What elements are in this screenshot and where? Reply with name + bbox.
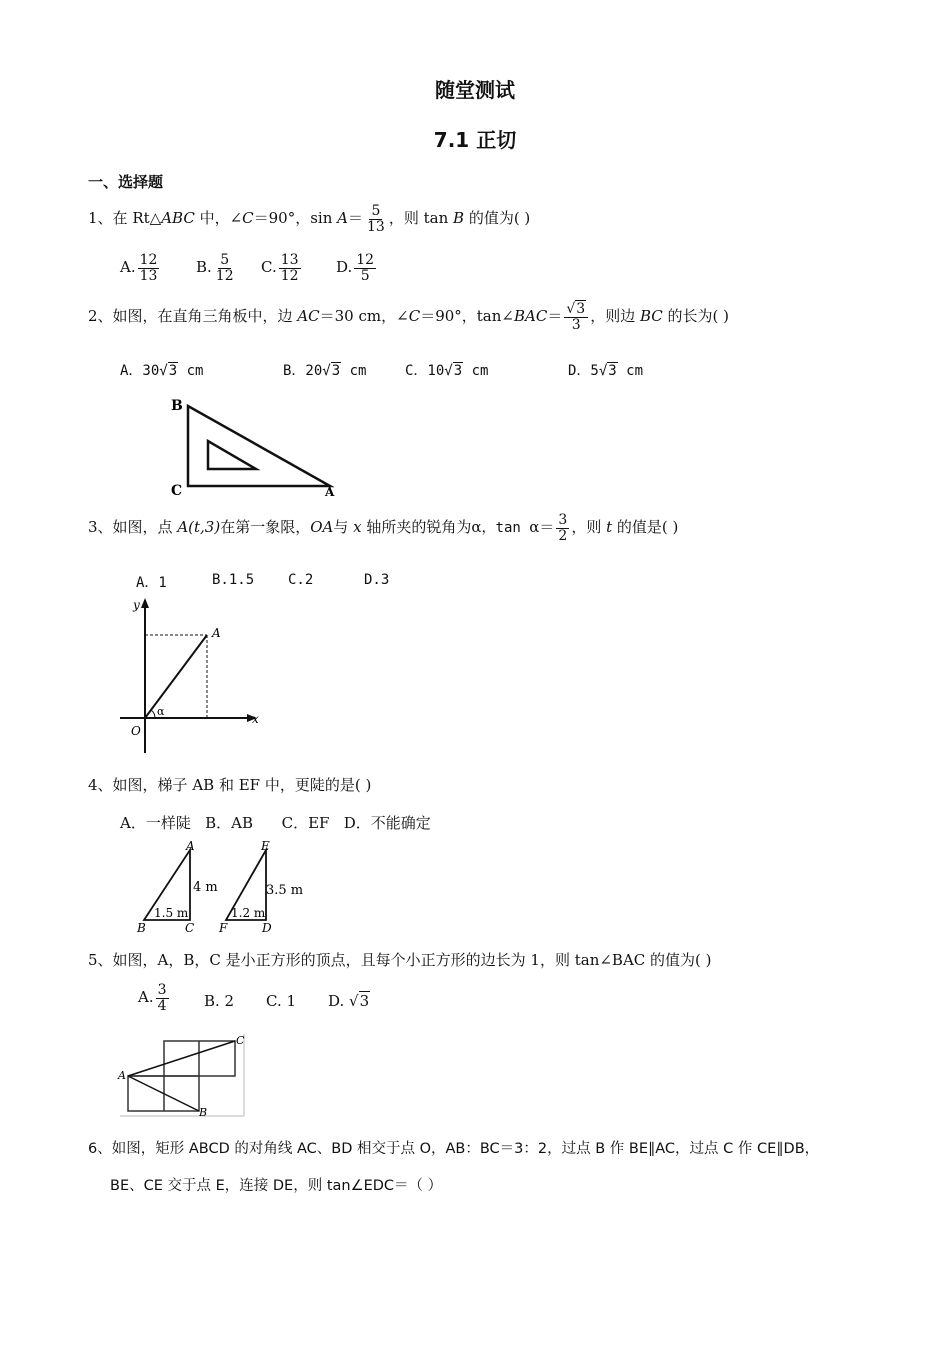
q1-option-b: B. $\frac{5}{12}$ (196, 252, 234, 284)
page-subtitle: 7.1 正切 (433, 128, 517, 152)
question-6: 6、如图，矩形 ABCD 的对角线 AC、BD 相交于点 O，AB：BC＝3：2，过点 B 作 BE∥AC，过点 C 作 CE∥DB， (88, 1141, 820, 1157)
q2-option-a: A．30√3 cm (120, 363, 204, 379)
label-c: C (171, 483, 183, 499)
label-1-5m: 1.5 m (154, 906, 189, 920)
q3-option-d: D.3 (364, 572, 390, 588)
label-e: E (261, 839, 270, 853)
outer-triangle (188, 406, 330, 486)
coordinate-figure (115, 596, 265, 756)
label-y: y (133, 598, 140, 612)
q5-option-a: A. $\frac{3}{4}$ (138, 982, 167, 1014)
page-title: 随堂测试 (435, 78, 515, 102)
label-x: x (252, 712, 259, 726)
set-square-figure (165, 392, 345, 504)
q4-options: A．一样陡 B．AB C．EF D．不能确定 (120, 814, 431, 832)
label-c: C (185, 921, 195, 935)
ladders-figure (135, 838, 315, 936)
y-arrow (141, 598, 149, 608)
inner-triangle (208, 441, 256, 469)
question-6-line-2: BE、CE 交于点 E，连接 DE，则 tan∠EDC＝（ ） (110, 1178, 443, 1194)
question-1: 1、在 Rt△ABC 中，∠C＝90°，sin A＝ $\frac{5}{13}$ ，则 tan B 的值为( ) (88, 203, 531, 235)
section-heading: 一、选择题 (88, 173, 164, 191)
label-alpha: α (157, 705, 165, 718)
q3-option-a: A．1 (136, 575, 167, 591)
q5-option-b: B. 2 (204, 992, 235, 1010)
q1-option-a: A. $\frac{12}{13}$ (120, 252, 158, 284)
q5-option-c: C. 1 (266, 992, 297, 1010)
grid-figure (115, 1030, 250, 1122)
q2-option-b: B．20√3 cm (283, 363, 367, 379)
q1-option-c: C. $\frac{13}{12}$ (261, 252, 299, 284)
label-4m: 4 m (193, 880, 218, 895)
label-d: D (262, 921, 272, 935)
q5-option-d: D. √3 (328, 992, 370, 1010)
angle-arc (151, 710, 155, 718)
question-2: 2、如图，在直角三角板中，边 AC＝30 cm，∠C＝90°，tan∠BAC＝ $\frac{√3}{3}$ ，则边 BC 的长为( ) (88, 301, 729, 333)
q2-option-c: C．10√3 cm (405, 363, 489, 379)
segment-oa (145, 635, 207, 718)
grid-squares (128, 1041, 235, 1111)
label-3-5m: 3.5 m (266, 883, 304, 898)
question-4: 4、如图，梯子 AB 和 EF 中，更陡的是( ) (88, 776, 372, 794)
q3-option-b: B.1.5 (212, 572, 255, 588)
q3-option-c: C.2 (288, 572, 314, 588)
segment-ac (128, 1041, 235, 1076)
q1-option-d: D. $\frac{12}{5}$ (336, 252, 375, 284)
label-o: O (131, 724, 141, 738)
label-f: F (219, 921, 228, 935)
label-1-2m: 1.2 m (231, 906, 266, 920)
label-a: A (186, 839, 195, 853)
label-b: B (137, 921, 146, 935)
fraction: $\frac{5}{13}$ (367, 203, 385, 235)
question-3: 3、如图，点 A(t,3)在第一象限，OA与 x 轴所夹的锐角为α，tan α＝ $\frac{3}{2}$ ，则 t 的值是( ) (88, 512, 679, 544)
q2-option-d: D．5√3 cm (568, 363, 644, 379)
label-a: A (325, 485, 335, 499)
label-b: B (199, 1106, 208, 1119)
label-a: A (212, 626, 221, 640)
label-b: B (171, 398, 183, 414)
question-5: 5、如图，A，B，C 是小正方形的顶点，且每个小正方形的边长为 1，则 tan∠BAC 的值为( ) (88, 951, 712, 969)
label-c: C (236, 1034, 245, 1047)
label-a: A (118, 1069, 126, 1082)
